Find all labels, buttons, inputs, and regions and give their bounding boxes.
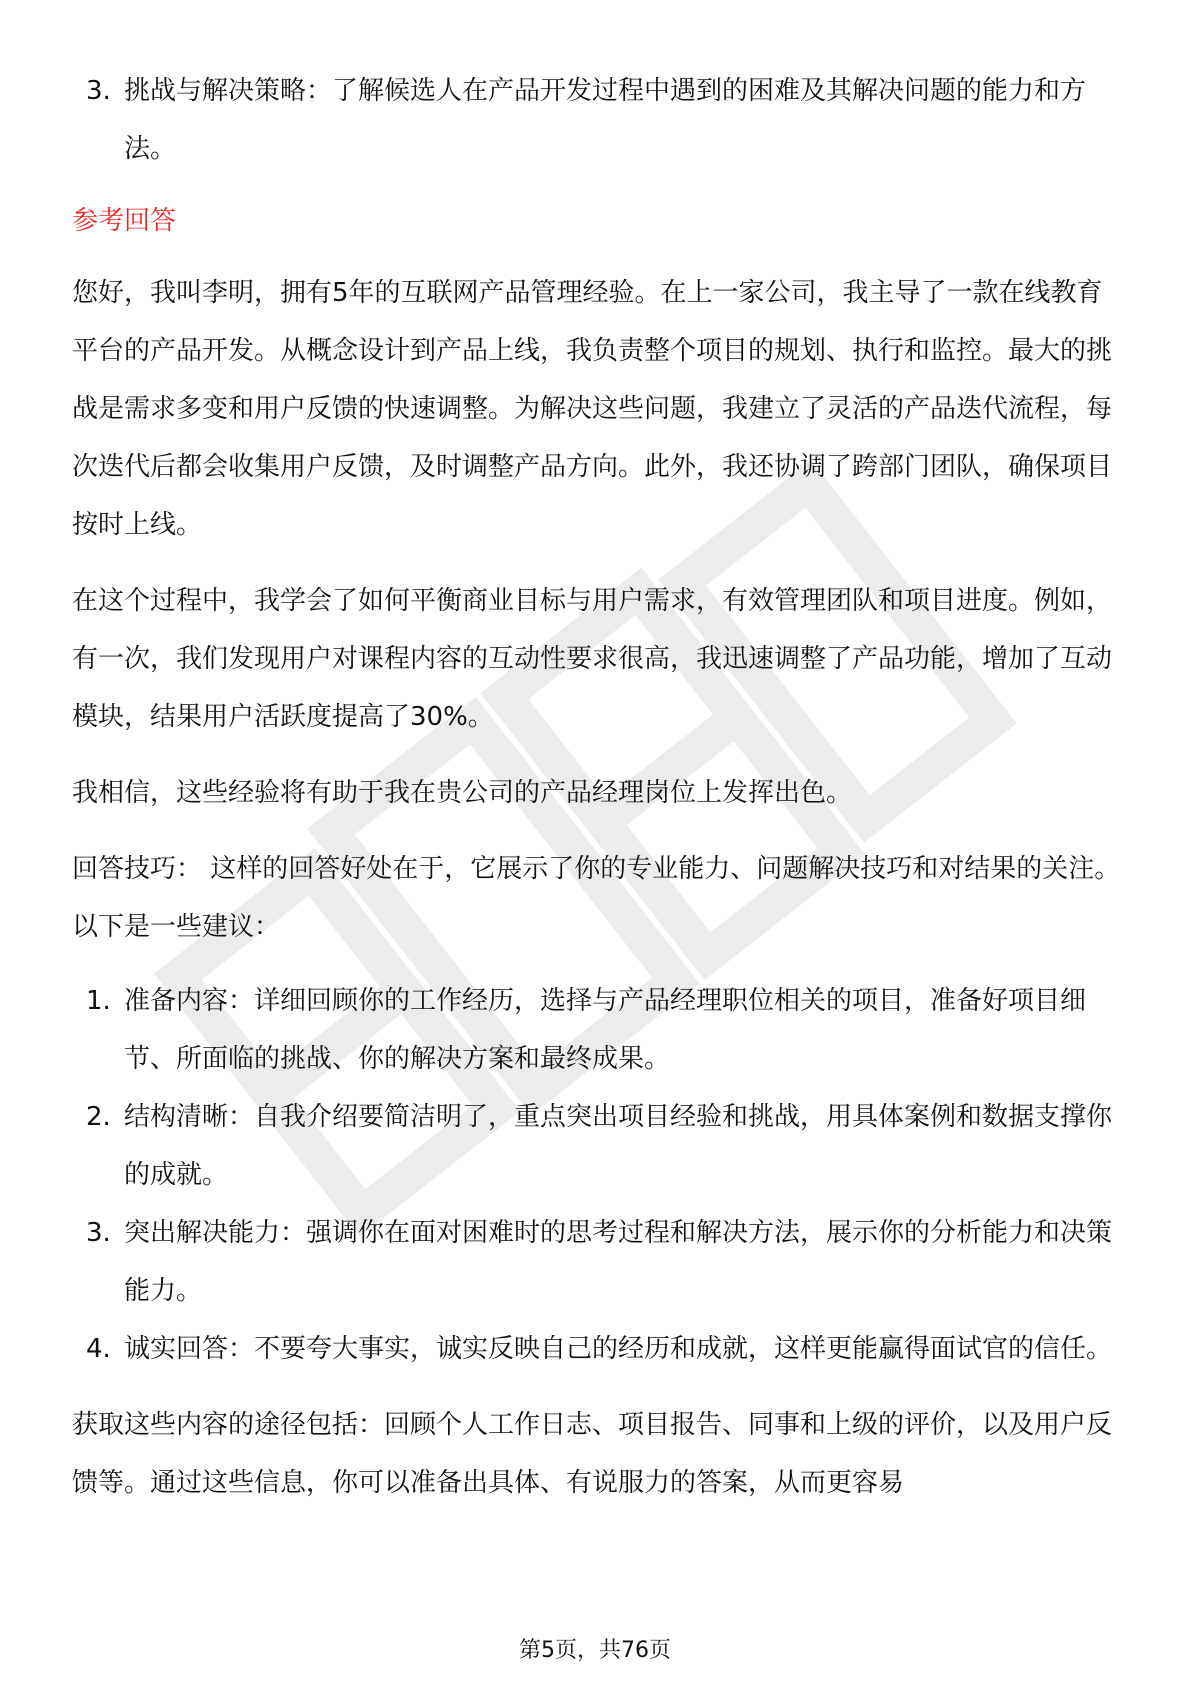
list-number: 4. (86, 1334, 111, 1364)
list-text: 准备内容：详细回顾你的工作经历，选择与产品经理职位相关的项目，准备好项目细节、所面临的挑战、你的解决方案和最终成果。 (124, 986, 1087, 1074)
closing-paragraph: 获取这些内容的途径包括：回顾个人工作日志、项目报告、同事和上级的评价，以及用户反馈等。通过这些信息，你可以准备出具体、有说服力的答案，从而更容易 (72, 1410, 1113, 1498)
list-text: 结构清晰：自我介绍要简洁明了，重点突出项目经验和挑战，用具体案例和数据支撑你的成就。 (124, 1102, 1113, 1190)
reference-answer-heading: 参考回答 (72, 206, 177, 236)
answer-paragraph: 在这个过程中，我学会了如何平衡商业目标与用户需求，有效管理团队和项目进度。例如，有一次，我们发现用户对课程内容的互动性要求很高，我迅速调整了产品功能，增加了互动模块，结果用户活跃度提高了30%。 (72, 586, 1113, 732)
list-item (72, 1204, 1122, 1320)
page-content (72, 62, 1122, 1512)
list-item (72, 1088, 1122, 1204)
top-ordered-list (72, 62, 1122, 178)
list-number: 3. (86, 76, 111, 106)
list-item (72, 1320, 1122, 1378)
list-number: 2. (86, 1102, 111, 1132)
list-number: 3. (86, 1218, 111, 1248)
tips-ordered-list (72, 972, 1122, 1378)
list-text: 挑战与解决策略：了解候选人在产品开发过程中遇到的困难及其解决问题的能力和方法。 (124, 76, 1087, 164)
list-item (72, 972, 1122, 1088)
tips-intro: 回答技巧： 这样的回答好处在于，它展示了你的专业能力、问题解决技巧和对结果的关注。以下是一些建议： (72, 854, 1121, 942)
list-text: 诚实回答：不要夸大事实，诚实反映自己的经历和成就，这样更能赢得面试官的信任。 (124, 1334, 1113, 1364)
answer-paragraph: 您好，我叫李明，拥有5年的互联网产品管理经验。在上一家公司，我主导了一款在线教育平台的产品开发。从概念设计到产品上线，我负责整个项目的规划、执行和监控。最大的挑战是需求多变和用户反馈的快速调整。为解决这些问题，我建立了灵活的产品迭代流程，每次迭代后都会收集用户反馈，及时调整产品方向。此外，我还协调了跨部门团队，确保项目按时上线。 (72, 278, 1113, 540)
list-text: 突出解决能力：强调你在面对困难时的思考过程和解决方法，展示你的分析能力和决策能力。 (124, 1218, 1113, 1306)
list-item (72, 62, 1122, 178)
answer-paragraph: 我相信，这些经验将有助于我在贵公司的产品经理岗位上发挥出色。 (72, 778, 853, 808)
list-number: 1. (86, 986, 111, 1016)
page-number-footer: 第5页，共76页 (519, 1638, 671, 1663)
